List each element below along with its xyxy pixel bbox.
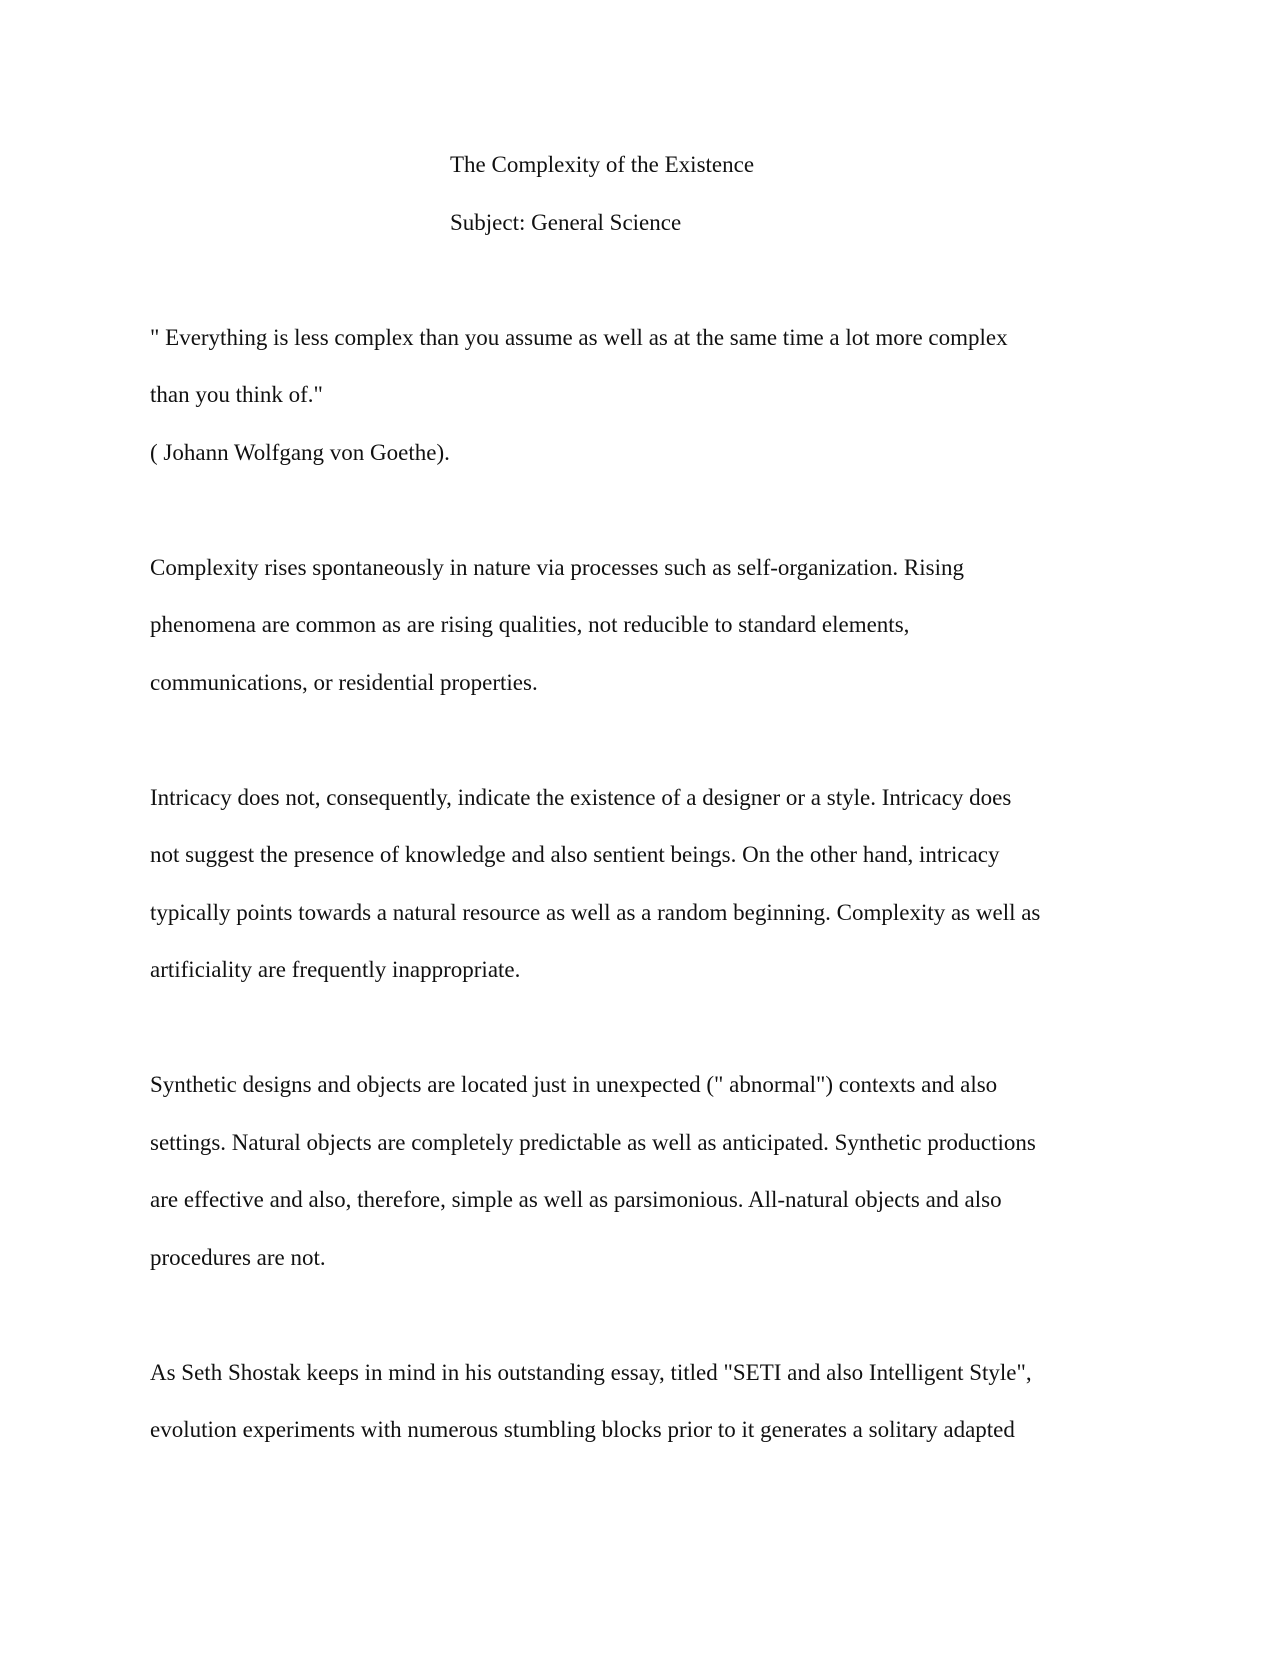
paragraph-3-line-3: are effective and also, therefore, simple as well as parsimonious. All-natural objects and also [150,1187,1002,1212]
paragraph-2-line-1: Intricacy does not, consequently, indicate the existence of a designer or a style. Intricacy does [150,785,1012,810]
paragraph-3-line-4: procedures are not. [150,1245,326,1270]
paragraph-3-line-1: Synthetic designs and objects are located just in unexpected (" abnormal") contexts and also [150,1072,998,1097]
document-title: The Complexity of the Existence [450,152,755,177]
paragraph-2-line-2: not suggest the presence of knowledge and also sentient beings. On the other hand, intricacy [150,842,1000,867]
quote-line-1: " Everything is less complex than you assume as well as at the same time a lot more complex [150,325,1008,350]
paragraph-1-line-2: phenomena are common as are rising qualities, not reducible to standard elements, [150,612,910,637]
paragraph-2-line-4: artificiality are frequently inappropriate. [150,957,521,982]
paragraph-3-line-2: settings. Natural objects are completely predictable as well as anticipated. Synthetic productions [150,1130,1036,1155]
quote-line-2: than you think of." [150,382,323,407]
document-subject: Subject: General Science [450,210,682,235]
paragraph-1-line-1: Complexity rises spontaneously in nature via processes such as self-organization. Rising [150,555,965,580]
quote-attribution: ( Johann Wolfgang von Goethe). [150,440,450,465]
paragraph-4-line-2: evolution experiments with numerous stumbling blocks prior to it generates a solitary adapted [150,1417,1015,1442]
paragraph-4-line-1: As Seth Shostak keeps in mind in his outstanding essay, titled "SETI and also Intelligent Style", [150,1360,1032,1385]
paragraph-1-line-3: communications, or residential properties. [150,670,538,695]
paragraph-2-line-3: typically points towards a natural resource as well as a random beginning. Complexity as well as [150,900,1041,925]
